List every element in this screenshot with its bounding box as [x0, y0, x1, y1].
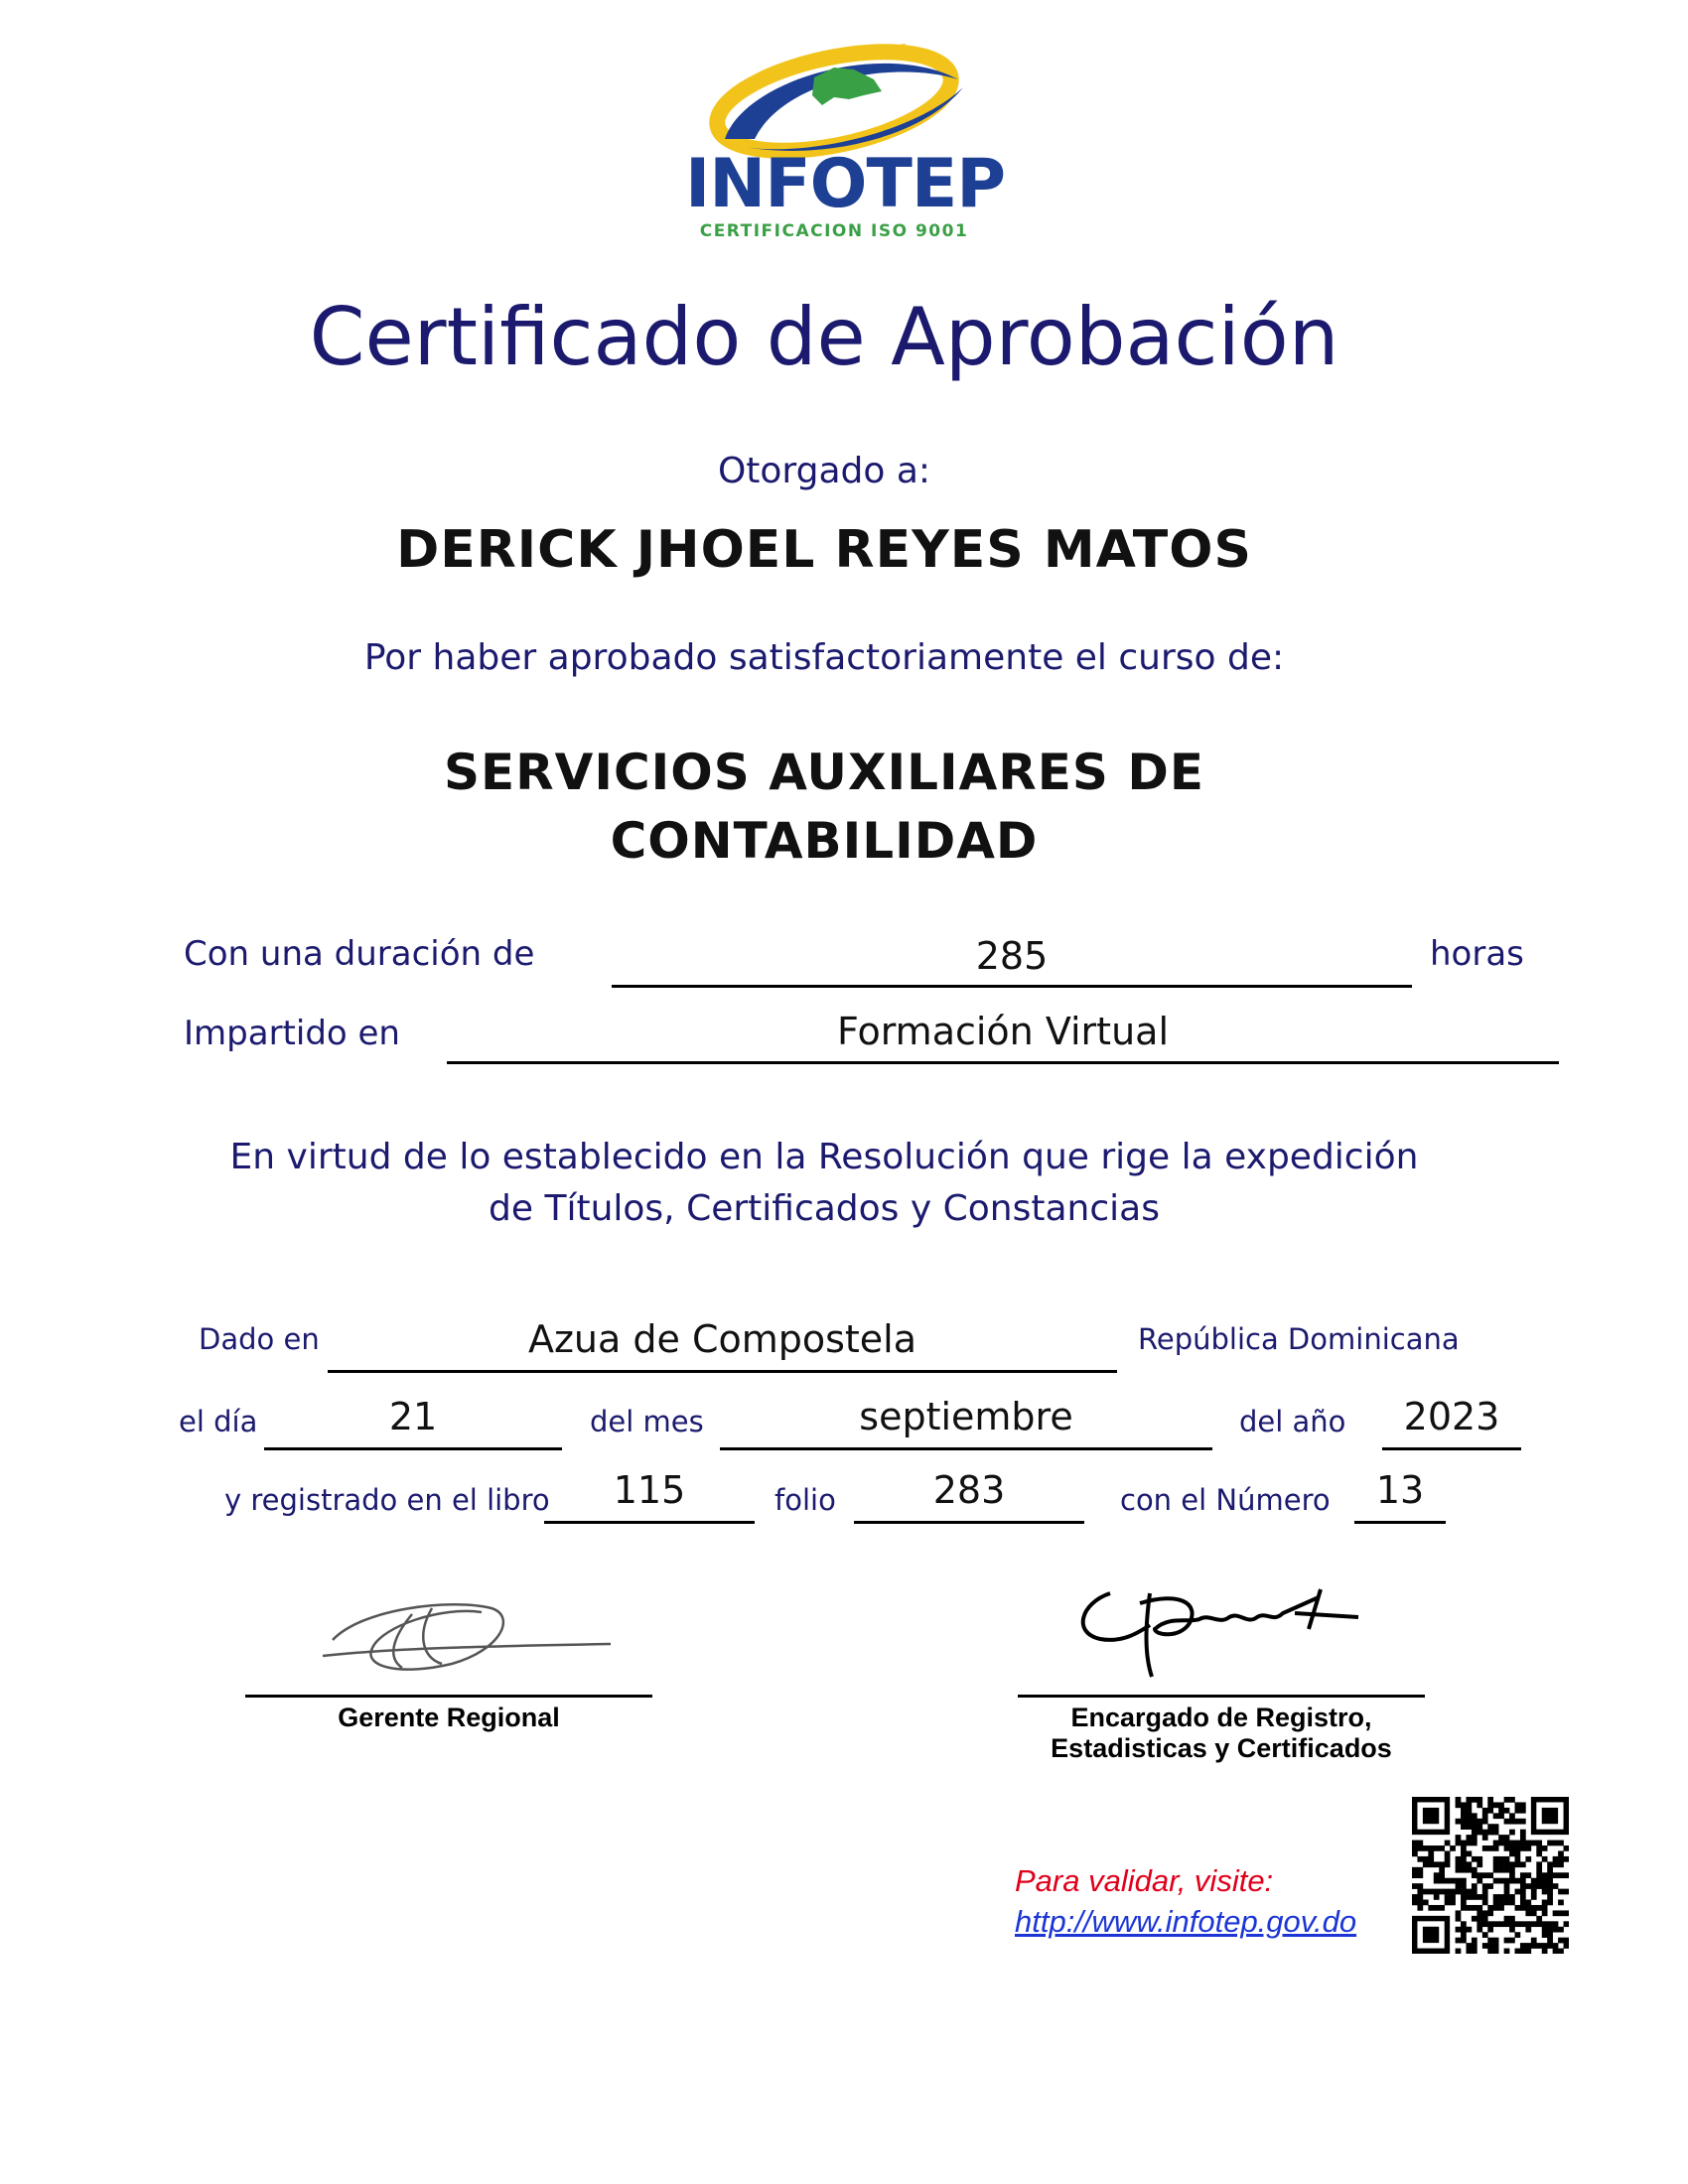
duration-label: Con una duración de: [184, 934, 535, 974]
course-name-line1: SERVICIOS AUXILIARES DE: [444, 744, 1204, 801]
right-signature: [1060, 1573, 1378, 1683]
certificate-title: Certificado de Aprobación: [309, 291, 1339, 383]
mode-value: Formación Virtual: [836, 1010, 1170, 1053]
infotep-logo: [685, 40, 1006, 248]
left-signature: [303, 1578, 621, 1688]
issue-place: Azua de Compostela: [527, 1317, 917, 1361]
resolution-line1: En virtud de lo establecido en la Resolución que rige la expedición: [229, 1137, 1419, 1177]
awarded-label: Otorgado a:: [717, 451, 931, 491]
folio-underline: [854, 1521, 1084, 1524]
country-label: República Dominicana: [1138, 1322, 1460, 1356]
right-signature-label-line2: Estadisticas y Certificados: [1051, 1733, 1392, 1763]
day-label: el día: [179, 1405, 258, 1438]
mode-underline: [447, 1061, 1559, 1064]
left-signature-line: [245, 1695, 652, 1698]
given-label: Dado en: [199, 1322, 320, 1356]
recipient-name: DERICK JHOEL REYES MATOS: [396, 520, 1252, 580]
number-label: con el Número: [1120, 1483, 1331, 1517]
duration-unit: horas: [1430, 934, 1524, 974]
resolution-line2: de Títulos, Certificados y Constancias: [489, 1188, 1160, 1229]
place-underline: [328, 1370, 1117, 1373]
book-label: y registrado en el libro: [224, 1483, 550, 1517]
logo-wordmark: INFOTEP: [685, 145, 1006, 223]
book-underline: [544, 1521, 755, 1524]
registry-number: 13: [1375, 1468, 1425, 1512]
validation-label: Para validar, visite:: [1015, 1863, 1274, 1898]
left-signature-label: Gerente Regional: [338, 1703, 560, 1732]
month-label: del mes: [590, 1405, 704, 1438]
folio-label: folio: [774, 1483, 836, 1517]
validation-link[interactable]: http://www.infotep.gov.do: [1015, 1904, 1357, 1939]
course-name-line2: CONTABILIDAD: [610, 812, 1039, 870]
year-underline: [1382, 1447, 1521, 1450]
logo-swoosh-icon: [685, 40, 983, 159]
number-underline: [1354, 1521, 1446, 1524]
issue-year: 2023: [1403, 1395, 1500, 1438]
book-number: 115: [613, 1468, 686, 1512]
right-signature-label-line1: Encargado de Registro,: [1070, 1703, 1372, 1732]
year-label: del año: [1239, 1405, 1346, 1438]
issue-day: 21: [388, 1395, 438, 1438]
qr-code-icon[interactable]: [1412, 1797, 1569, 1954]
course-intro: Por haber aprobado satisfactoriamente el curso de:: [363, 637, 1285, 678]
right-signature-line: [1018, 1695, 1425, 1698]
day-underline: [264, 1447, 562, 1450]
logo-subtitle: CERTIFICACION ISO 9001: [699, 221, 969, 241]
issue-month: septiembre: [859, 1395, 1073, 1438]
duration-value: 285: [975, 934, 1049, 978]
duration-underline: [612, 985, 1412, 988]
folio-number: 283: [932, 1468, 1006, 1512]
mode-label: Impartido en: [184, 1014, 400, 1053]
month-underline: [720, 1447, 1212, 1450]
